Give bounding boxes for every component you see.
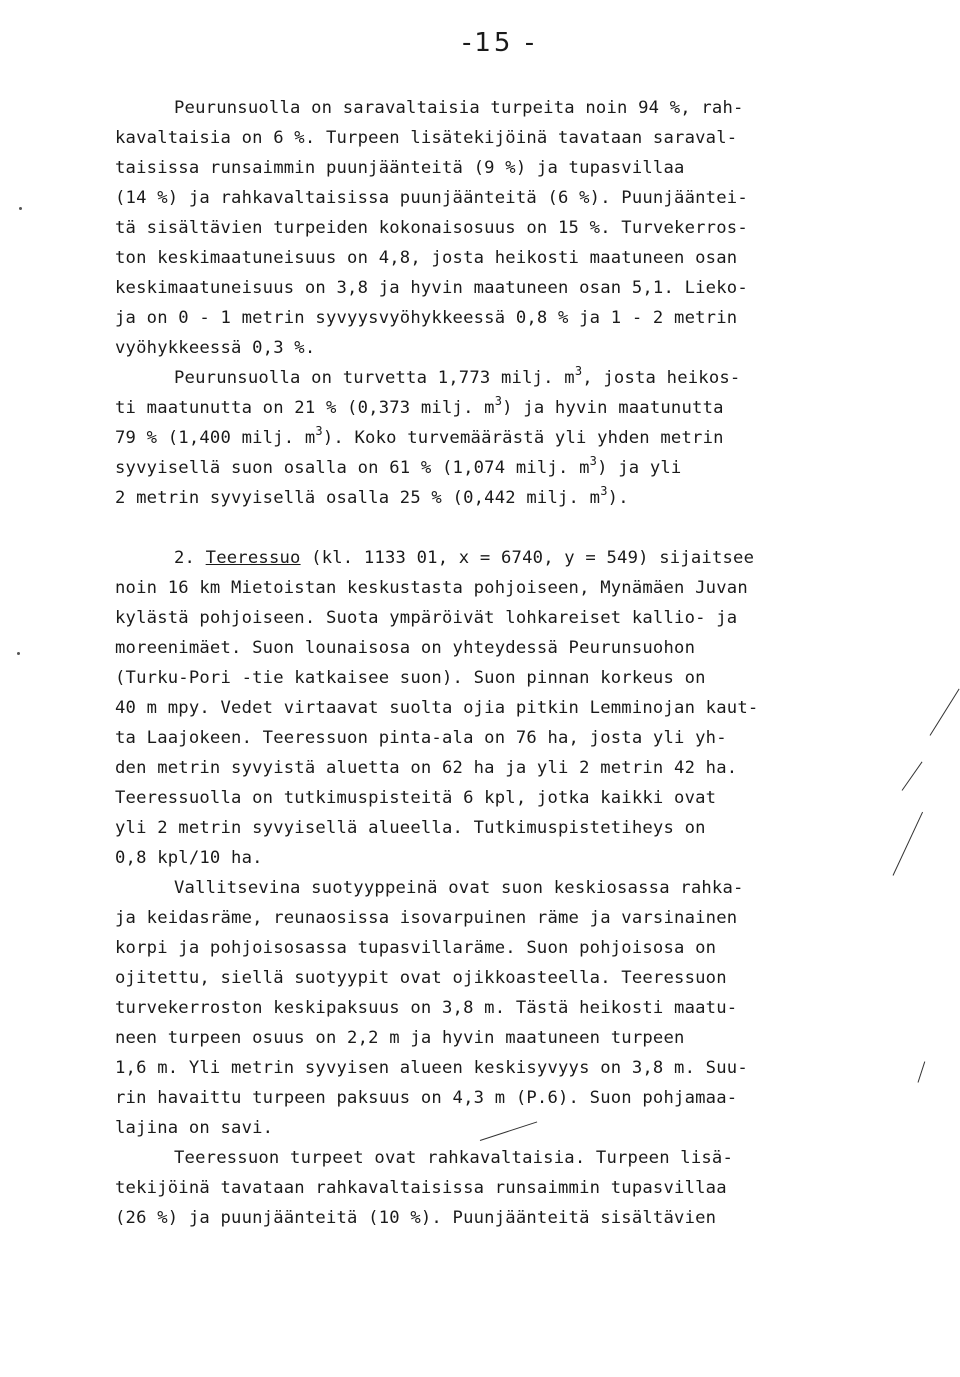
- text-line: 1,6 m. Yli metrin syvyisen alueen keskisyvyys on 3,8 m. Suu-: [115, 1058, 748, 1078]
- text-line: [174, 364, 741, 388]
- text-line: 40 m mpy. Vedet virtaavat suolta ojia pitkin Lemminojan kaut-: [115, 698, 759, 718]
- text-line: ja keidasräme, reunaosissa isovarpuinen räme ja varsinainen: [115, 908, 738, 928]
- text-line: 0,8 kpl/10 ha.: [115, 848, 263, 868]
- text-line: moreenimäet. Suon lounaisosa on yhteydessä Peurunsuohon: [115, 638, 696, 658]
- text-segment: ) ja yli: [597, 458, 682, 478]
- text-line: [115, 484, 629, 508]
- text-line: Teeressuolla on tutkimuspisteitä 6 kpl, jotka kaikki ovat: [115, 788, 717, 808]
- text-line: ton keskimaatuneisuus on 4,8, josta heikosti maatuneen osan: [115, 248, 738, 268]
- text-line: [115, 454, 682, 478]
- text-line: taisissa runsaimmin puunjäänteitä (9 %) ja tupasvillaa: [115, 158, 685, 178]
- text-line: (14 %) ja rahkavaltaisissa puunjäänteitä (6 %). Puunjääntei-: [115, 188, 748, 208]
- text-line: yli 2 metrin syvyisellä alueella. Tutkimuspistetiheys on: [115, 818, 706, 838]
- text-line: kavaltaisia on 6 %. Turpeen lisätekijöinä tavataan saraval-: [115, 128, 738, 148]
- text-segment: , josta heikos-: [582, 368, 741, 388]
- text-line: [115, 424, 724, 448]
- text-line: korpi ja pohjoisosassa tupasvillaräme. Suon pohjoisosa on: [115, 938, 717, 958]
- section-heading-line: [174, 548, 754, 568]
- text-line: tä sisältävien turpeiden kokonaisosuus on 15 %. Turvekerros-: [115, 218, 748, 238]
- text-line: (26 %) ja puunjäänteitä (10 %). Puunjäänteitä sisältävien: [115, 1208, 717, 1228]
- text-line: ta Laajokeen. Teeressuon pinta-ala on 76 ha, josta yli yh-: [115, 728, 727, 748]
- text-line: neen turpeen osuus on 2,2 m ja hyvin maatuneen turpeen: [115, 1028, 685, 1048]
- section-number: 2.: [174, 548, 206, 568]
- text-segment: ). Koko turvemäärästä yli yhden metrin: [322, 428, 724, 448]
- text-line: Teeressuon turpeet ovat rahkavaltaisia. Turpeen lisä-: [174, 1148, 734, 1168]
- margin-pen-mark: [902, 762, 923, 791]
- text-segment: ).: [607, 488, 629, 508]
- superscript: 3: [600, 484, 608, 498]
- text-line: (Turku-Pori -tie katkaisee suon). Suon pinnan korkeus on: [115, 668, 706, 688]
- superscript: 3: [589, 454, 598, 468]
- page-number: -15 -: [462, 28, 538, 58]
- text-segment: (kl. 1133 01, x = 6740, y = 549) sijaitsee: [300, 548, 755, 568]
- text-line: turvekerroston keskipaksuus on 3,8 m. Tästä heikosti maatu-: [115, 998, 738, 1018]
- text-line: ja on 0 - 1 metrin syvyysvyöhykkeessä 0,8 % ja 1 - 2 metrin: [115, 308, 738, 328]
- text-line: Vallitsevina suotyyppeinä ovat suon keskiosassa rahka-: [174, 878, 744, 898]
- underline-pen-mark: [480, 1121, 537, 1140]
- margin-pen-mark: [918, 1061, 926, 1082]
- superscript: 3: [494, 394, 503, 408]
- text-segment: 2 metrin syvyisellä osalla 25 % (0,442 milj. m: [115, 488, 601, 508]
- superscript: 3: [315, 424, 323, 438]
- text-line: [115, 394, 724, 418]
- text-line: vyöhykkeessä 0,3 %.: [115, 338, 316, 358]
- text-line: Peurunsuolla on saravaltaisia turpeita noin 94 %, rah-: [174, 98, 744, 118]
- text-line: noin 16 km Mietoistan keskustasta pohjoiseen, Mynämäen Juvan: [115, 578, 748, 598]
- text-segment: syvyisellä suon osalla on 61 % (1,074 milj. m: [115, 458, 590, 478]
- text-line: tekijöinä tavataan rahkavaltaisissa runsaimmin tupasvillaa: [115, 1178, 727, 1198]
- text-segment: Peurunsuolla on turvetta 1,773 milj. m: [174, 368, 575, 388]
- text-line: rin havaittu turpeen paksuus on 4,3 m (P.6). Suon pohjamaa-: [115, 1088, 738, 1108]
- section-title: Teeressuo: [205, 548, 301, 568]
- scan-speck: [17, 652, 20, 655]
- text-line: lajina on savi.: [115, 1118, 274, 1138]
- text-line: kylästä pohjoiseen. Suota ympäröivät lohkareiset kallio- ja: [115, 608, 738, 628]
- text-segment: ) ja hyvin maatunutta: [502, 398, 724, 418]
- text-line: ojitettu, siellä suotyypit ovat ojikkoasteella. Teeressuon: [115, 968, 727, 988]
- text-line: den metrin syvyistä aluetta on 62 ha ja yli 2 metrin 42 ha.: [115, 758, 738, 778]
- margin-pen-mark: [930, 689, 960, 736]
- text-segment: 79 % (1,400 milj. m: [115, 428, 316, 448]
- text-line: keskimaatuneisuus on 3,8 ja hyvin maatuneen osan 5,1. Lieko-: [115, 278, 748, 298]
- margin-pen-mark: [893, 812, 923, 876]
- superscript: 3: [574, 364, 583, 378]
- scan-speck: [19, 207, 22, 210]
- text-segment: ti maatunutta on 21 % (0,373 milj. m: [115, 398, 495, 418]
